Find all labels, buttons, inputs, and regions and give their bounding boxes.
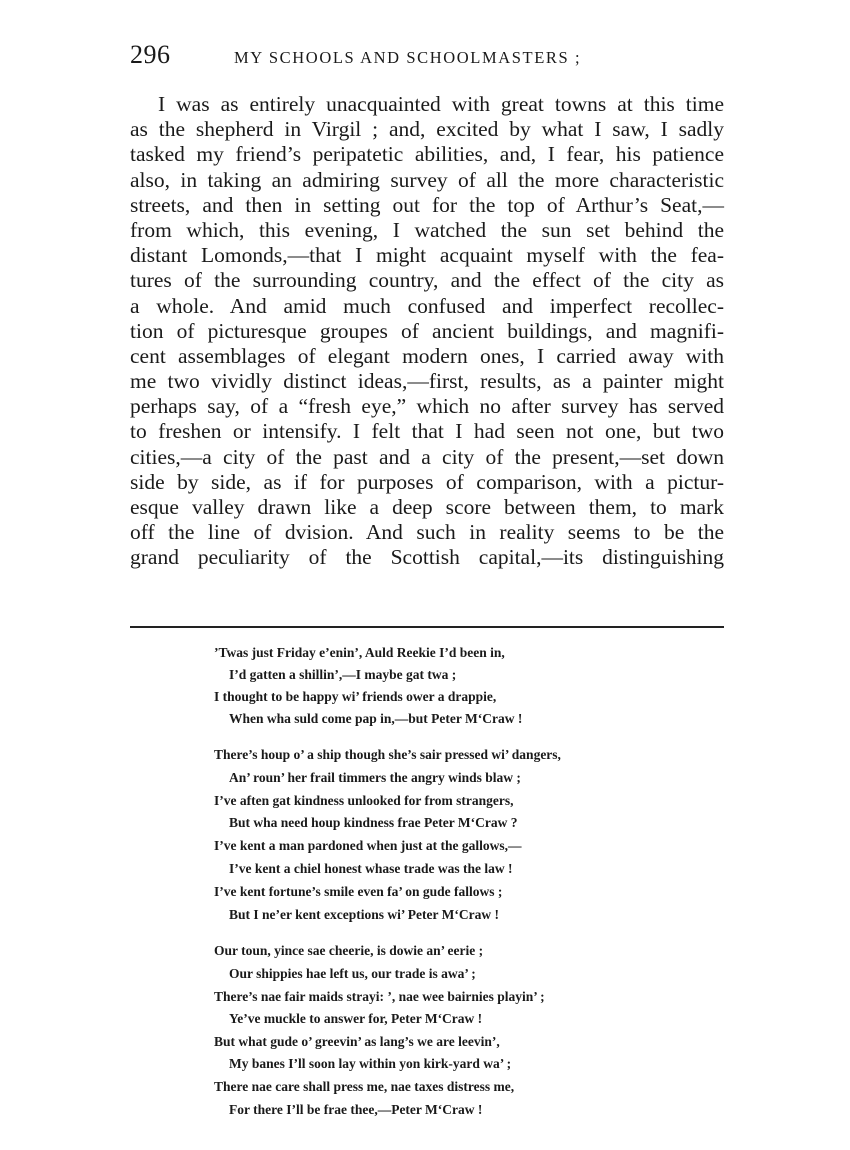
- verse-line: I’d gatten a shillin’,—I maybe gat twa ;: [229, 667, 457, 682]
- text-line: tures of the surrounding country, and the effect of the city as: [130, 268, 724, 293]
- body-paragraph: [130, 92, 724, 571]
- verse-line: Our toun, yince sae cheerie, is dowie an’ eerie ;: [214, 943, 484, 959]
- footnote-rule: [130, 626, 724, 628]
- running-title: MY SCHOOLS AND SCHOOLMASTERS ;: [234, 48, 582, 67]
- text-line: tasked my friend’s peripatetic abilities, and, I fear, his patience: [130, 142, 724, 167]
- verse-line: But what gude o’ greevin’ as lang’s we are leevin’,: [214, 1033, 500, 1049]
- verse-line: Our shippies hae left us, our trade is awa’ ;: [229, 965, 476, 981]
- verse-line: I thought to be happy wi’ friends ower a drappie,: [214, 689, 497, 704]
- verse-stanza: [214, 744, 634, 926]
- verse-line: An’ roun’ her frail timmers the angry winds blaw ;: [229, 769, 521, 785]
- text-line: from which, this evening, I watched the sun set behind the: [130, 217, 724, 242]
- verse-line: My banes I’ll soon lay within yon kirk-yard wa’ ;: [229, 1056, 512, 1072]
- text-line: side by side, as if for purposes of comparison, with a pictur-: [130, 469, 724, 494]
- text-line: off the line of dvision. And such in reality seems to be the: [130, 520, 724, 545]
- footnote-verse: [214, 642, 634, 1135]
- verse-stanza: [214, 940, 634, 1121]
- verse-line: I’ve kent a man pardoned when just at the gallows,—: [214, 838, 522, 854]
- verse-line: Ye’ve muckle to answer for, Peter M‘Craw !: [229, 1011, 483, 1027]
- text-line: to freshen or intensify. I felt that I had seen not one, but two: [130, 419, 724, 444]
- verse-line: I’ve aften gat kindness unlooked for from strangers,: [214, 792, 514, 808]
- text-line: I was as entirely unacquainted with great towns at this time: [158, 92, 724, 116]
- text-line: a whole. And amid much confused and imperfect recollec-: [130, 293, 724, 318]
- verse-stanza: [214, 642, 634, 730]
- verse-line: When wha suld come pap in,—but Peter M‘Craw !: [229, 711, 523, 726]
- verse-line: I’ve kent fortune’s smile even fa’ on gude fallows ;: [214, 883, 503, 899]
- text-line: cent assemblages of elegant modern ones, I carried away with: [130, 343, 724, 368]
- text-line: tion of picturesque groupes of ancient buildings, and magnifi-: [130, 318, 724, 343]
- text-line: me two vividly distinct ideas,—first, results, as a painter might: [130, 369, 724, 394]
- running-head: [130, 40, 730, 76]
- page-number: 296: [130, 40, 171, 69]
- text-line: streets, and then in setting out for the top of Arthur’s Seat,—: [130, 192, 724, 217]
- text-line: grand peculiarity of the Scottish capital,—its distinguishing: [130, 545, 724, 570]
- text-line: as the shepherd in Virgil ; and, excited by what I saw, I sadly: [130, 117, 724, 142]
- text-line: perhaps say, of a “fresh eye,” which no after survey has served: [130, 394, 724, 419]
- text-line: cities,—a city of the past and a city of the present,—set down: [130, 444, 724, 469]
- verse-line: There’s nae fair maids strayi: ’, nae wee bairnies playin’ ;: [214, 988, 545, 1004]
- verse-line: But wha need houp kindness frae Peter M‘Craw ?: [229, 815, 518, 831]
- text-line: esque valley drawn like a deep score between them, to mark: [130, 495, 724, 519]
- verse-line: But I ne’er kent exceptions wi’ Peter M‘Craw !: [229, 906, 499, 922]
- verse-line: There’s houp o’ a ship though she’s sair pressed wi’ dangers,: [214, 747, 561, 762]
- text-line: also, in taking an admiring survey of all the more characteristic: [130, 167, 724, 192]
- verse-line: For there I’ll be frae thee,—Peter M‘Craw !: [229, 1101, 483, 1117]
- verse-line: ’Twas just Friday e’enin’, Auld Reekie I’d been in,: [214, 645, 505, 660]
- text-line: distant Lomonds,—that I might acquaint myself with the fea-: [130, 243, 724, 268]
- verse-line: There nae care shall press me, nae taxes distress me,: [214, 1078, 515, 1094]
- verse-line: I’ve kent a chiel honest whase trade was the law !: [229, 860, 513, 876]
